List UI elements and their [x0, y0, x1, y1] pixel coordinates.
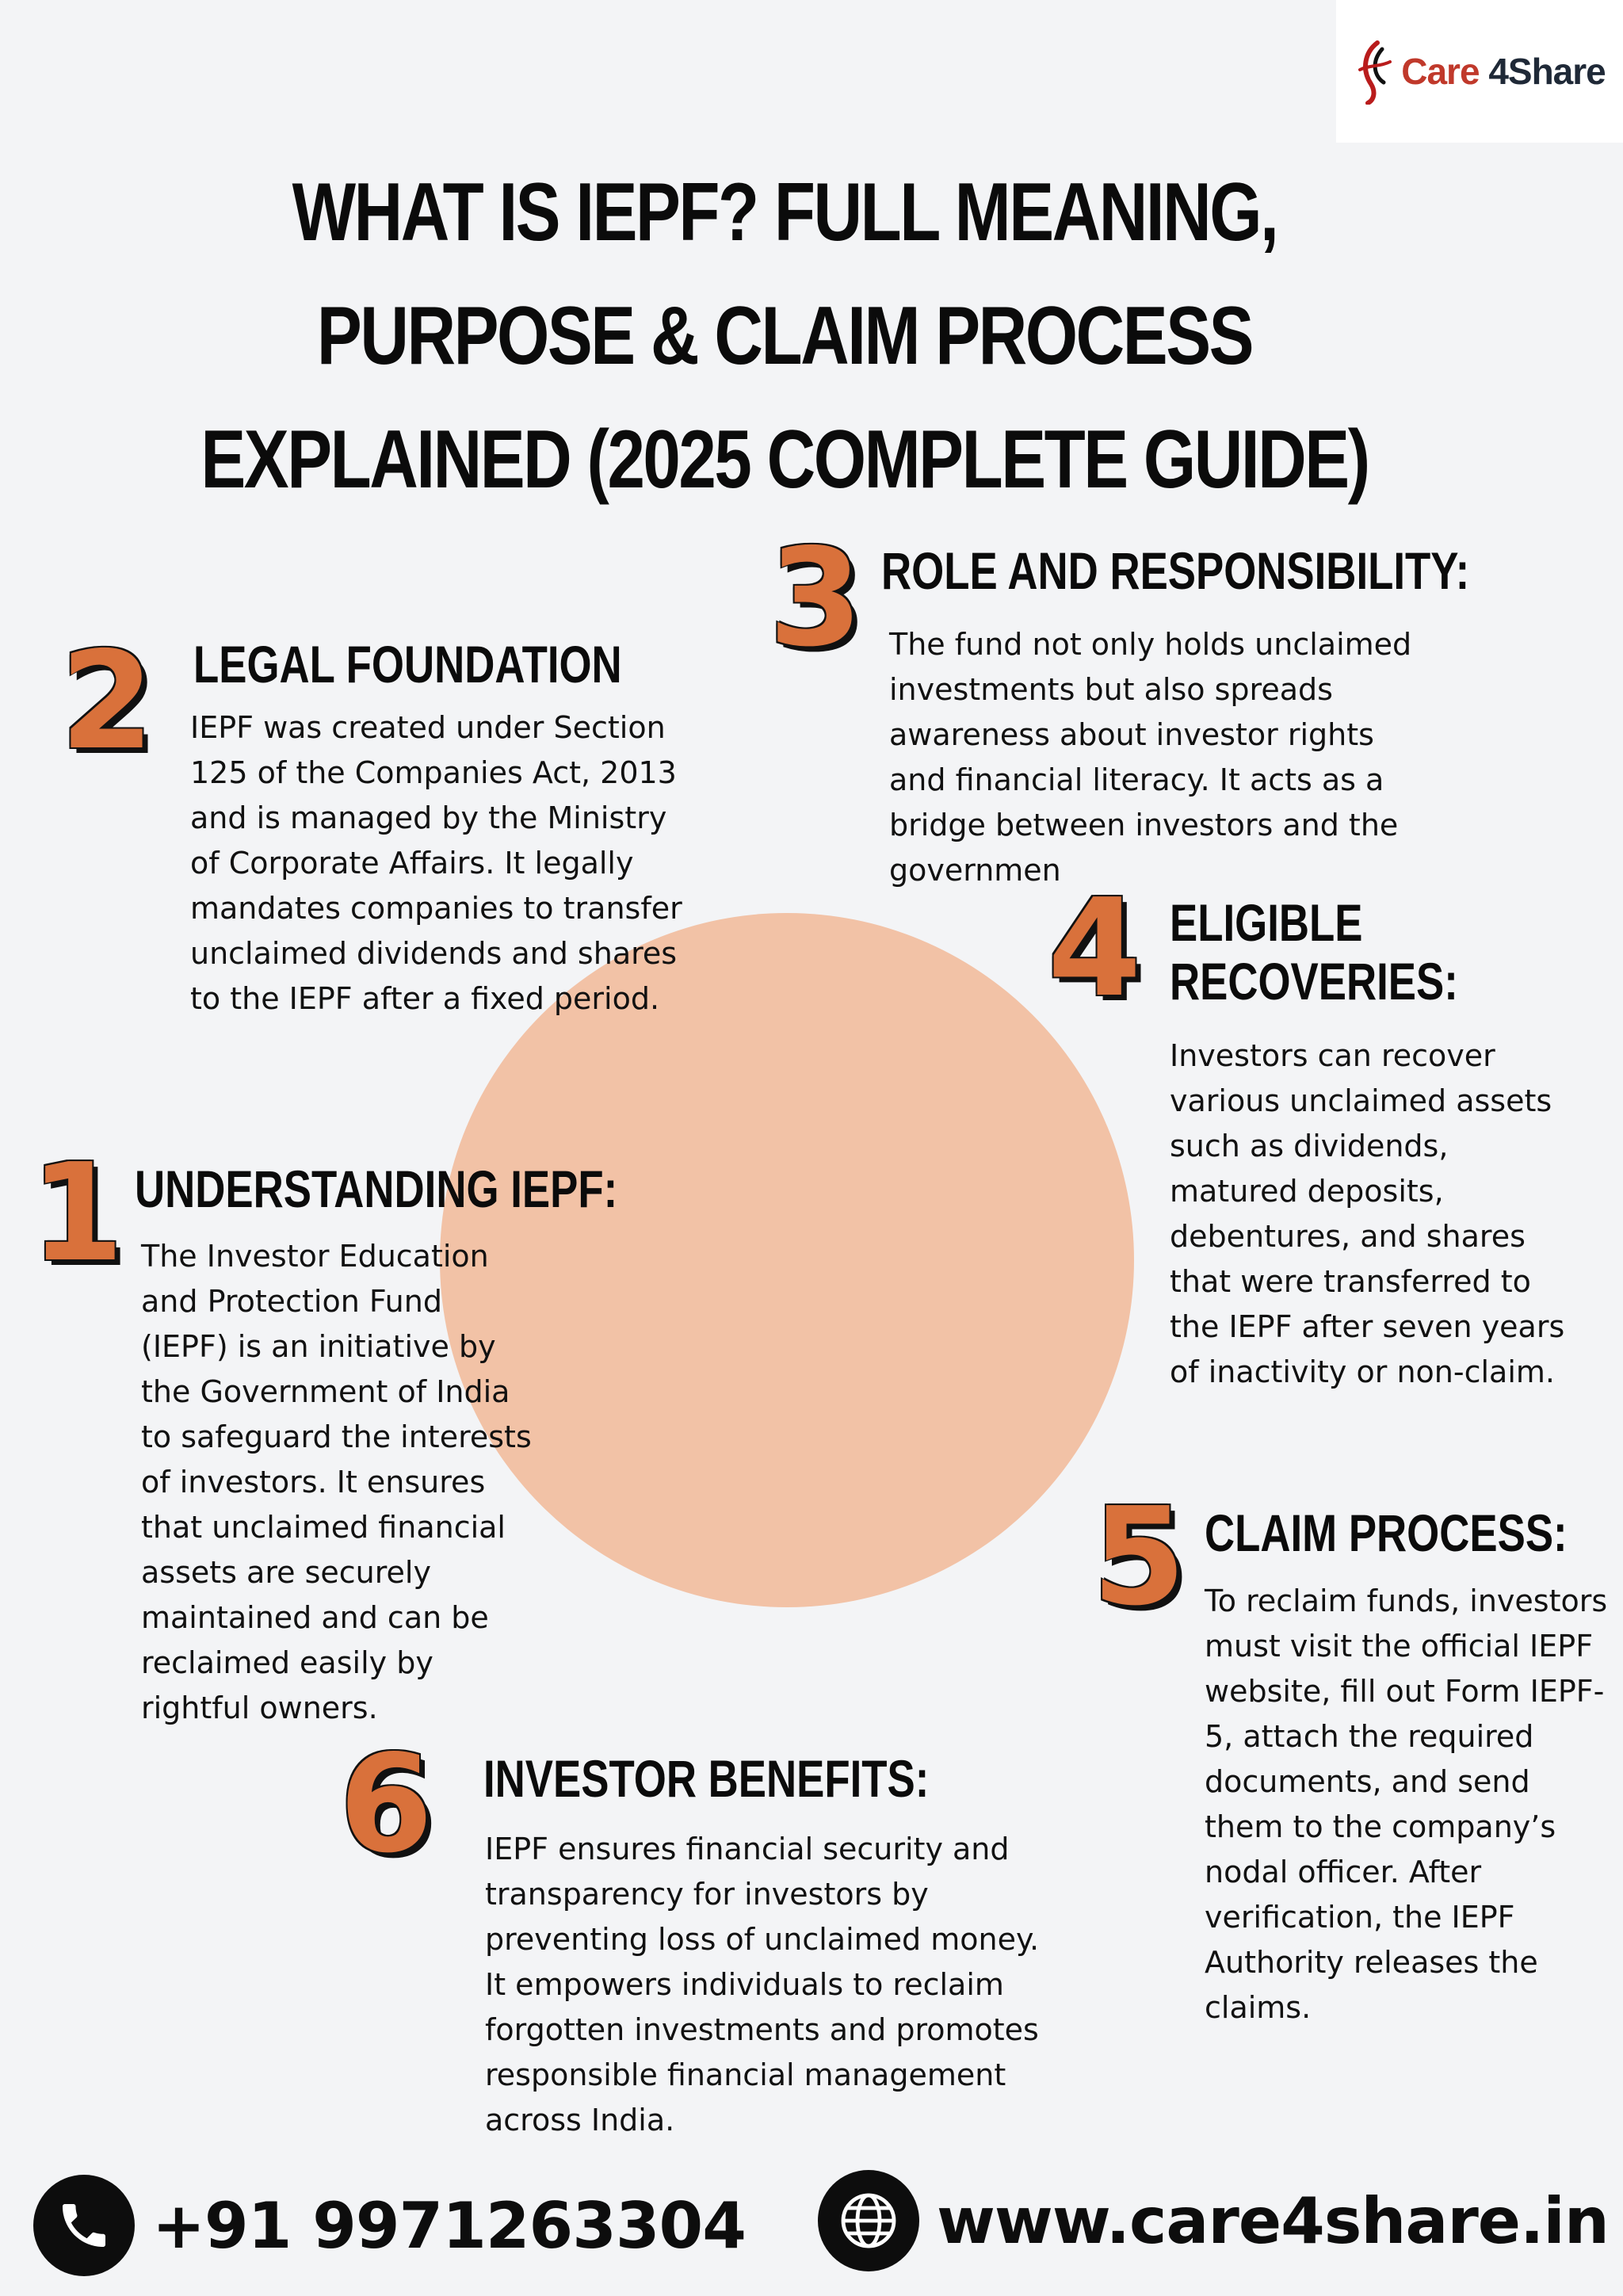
section-6-text: IEPF ensures financial security and transparency for investors by preventing loss of unclaimed money. It empowers individuals to reclaim forgotten investments and promotes responsible financial management across India.	[485, 1832, 1040, 2137]
logo-text-care: Care	[1401, 51, 1480, 92]
phone-number: +91 9971263304	[152, 2188, 746, 2263]
phone-icon	[33, 2175, 135, 2276]
page-title: WHAT IS IEPF? FULL MEANING, PURPOSE & CLAIM PROCESS EXPLAINED (2025 COMPLETE GUIDE)	[200, 166, 1369, 506]
section-1-heading: UNDERSTANDING IEPF:	[135, 1159, 618, 1218]
section-6-heading: INVESTOR BENEFITS:	[483, 1749, 930, 1808]
logo-mark-icon	[1354, 38, 1396, 105]
section-5-heading: CLAIM PROCESS:	[1205, 1503, 1568, 1562]
section-4-text: Investors can recover various unclaimed assets such as dividends, matured deposits, debentures, and shares that were transferred to the IEPF after seven years of inactivity or non-claim.	[1170, 1038, 1565, 1389]
globe-icon	[818, 2170, 919, 2271]
section-3-text: The fund not only holds unclaimed investments but also spreads awareness about investor rights and financial literacy. It acts as a bridge between investors and the governmen	[889, 627, 1412, 888]
section-5-text: To reclaim funds, investors must visit the official IEPF website, fill out Form IEPF-5, attach the required documents, and send them to the company’s nodal officer. After verification, the IEPF Authority releases the claims.	[1205, 1584, 1608, 2025]
section-1-number: 1	[30, 1135, 124, 1292]
brand-logo	[1336, 0, 1623, 143]
website-url: www.care4share.in	[937, 2183, 1609, 2258]
section-4-heading-line1: ELIGIBLE	[1170, 893, 1363, 952]
section-2-text: IEPF was created under Section 125 of the Companies Act, 2013 and is managed by the Ministry of Corporate Affairs. It legally mandates companies to transfer unclaimed dividends and shares to the IEPF after a fixed period.	[190, 710, 682, 1016]
website-contact[interactable]	[818, 2170, 1609, 2271]
section-3-heading: ROLE AND RESPONSIBILITY:	[881, 541, 1470, 600]
section-5-number: 5	[1092, 1479, 1186, 1636]
phone-contact[interactable]	[33, 2175, 746, 2276]
section-1-text: The Investor Education and Protection Fund (IEPF) is an initiative by the Government of India to safeguard the interests of investors. It ensures that unclaimed financial assets are securely maintained and can be reclaimed easily by rightful owners.	[141, 1239, 532, 1725]
section-4-number: 4	[1048, 870, 1142, 1027]
section-6-number: 6	[339, 1726, 433, 1883]
logo-text	[1401, 50, 1606, 93]
section-2-heading: LEGAL FOUNDATION	[193, 635, 622, 693]
logo-text-share: 4Share	[1488, 51, 1606, 92]
section-4-heading	[1170, 894, 1458, 1011]
section-3-number: 3	[769, 520, 863, 677]
section-2-number: 2	[60, 623, 155, 780]
section-4-heading-line2: RECOVERIES:	[1170, 951, 1458, 1010]
